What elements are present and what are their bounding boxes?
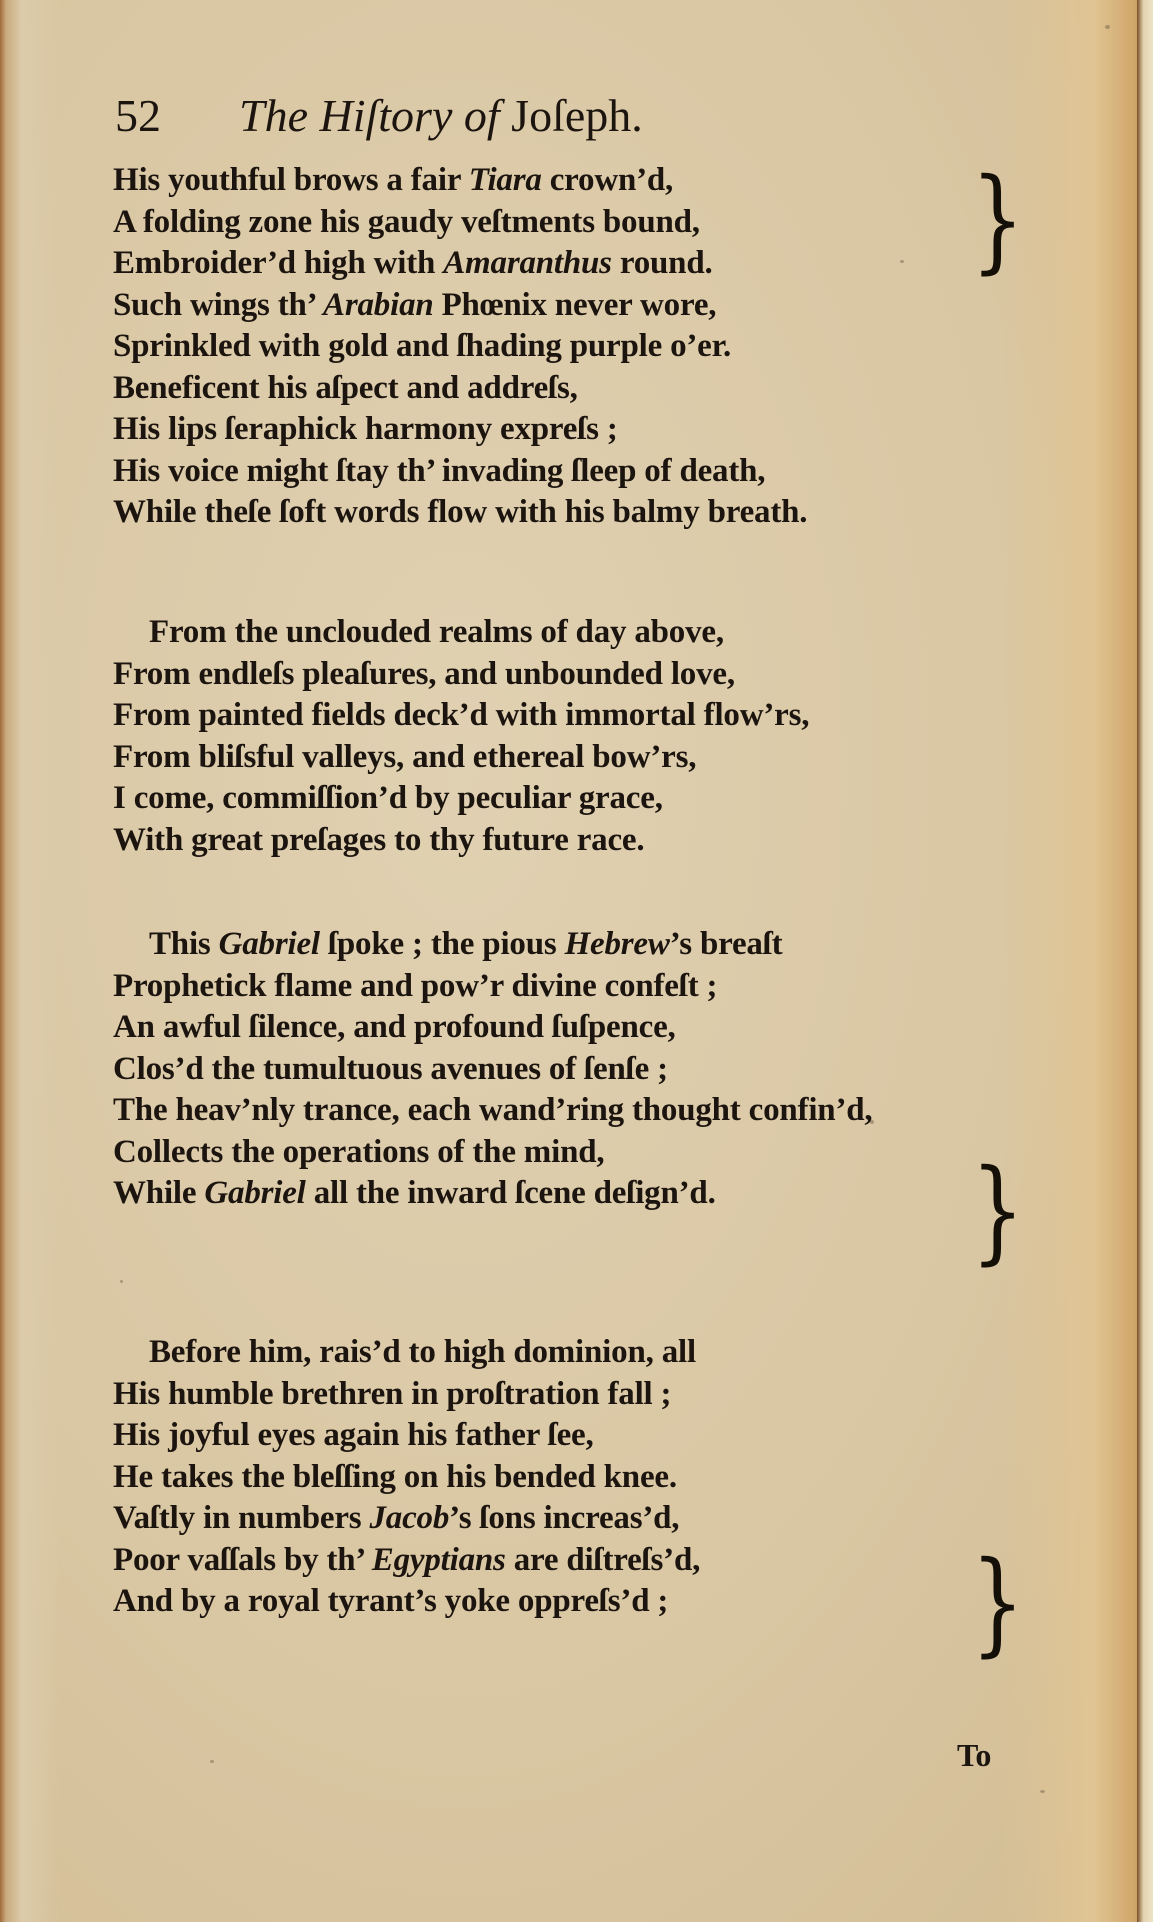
verse-text: From endleſs pleaſures, and unbounded love, [113,655,735,692]
verse-text: Collects the operations of the mind, [113,1133,605,1170]
verse-text: While theſe ſoft words flow with his balmy breath. [113,494,808,530]
verse-text: Before him, rais’d to high dominion, all [149,1334,696,1370]
verse-line [113,1132,933,1174]
stanza-4 [113,1332,933,1623]
verse-text: Vaſtly in numbers [113,1500,370,1536]
verse-text: Embroider’d high with [113,245,444,281]
verse-text: His voice might ſtay th’ invading ſleep of death, [113,452,766,489]
verse-italic-text: Egyptians [371,1541,506,1578]
verse-text: Phœnix never wore, [433,286,717,323]
verse-line [113,1007,933,1049]
verse-italic-text: Tiara [468,162,542,198]
verse-line [113,326,933,368]
paper-speck [210,1760,214,1763]
paper-speck [1105,25,1110,29]
verse-text: His humble brethren in proſtration fall ; [113,1375,672,1412]
verse-line [113,820,933,862]
verse-italic-text: Arabian [323,286,434,323]
paper-speck [1040,1790,1045,1793]
paper-speck [120,1280,123,1283]
verse-text: From bliſsful valleys, and ethereal bow’rs, [113,738,697,775]
verse-line [113,778,933,820]
verse-line [113,243,933,285]
stanza-2 [113,612,933,861]
verse-text: crown’d, [541,162,674,198]
verse-text: This [149,926,219,962]
verse-italic-text: Hebrew [564,926,670,962]
verse-text: From painted fields deck’d with immortal flow’rs, [113,697,810,733]
verse-text: His lips ſeraphick harmony expreſs ; [113,411,618,447]
verse-text: Such wings th’ [113,286,324,323]
verse-line [113,1457,933,1499]
verse-line [113,966,933,1008]
brace-icon: } [970,1538,1025,1668]
verse-italic-text: Gabriel [204,1175,306,1211]
verse-text: The heav’nly trance, each wand’ring thought confin’d, [113,1092,873,1128]
verse-line [113,1090,933,1132]
running-title-roman: Joſeph. [511,90,643,141]
verse-line [113,1415,933,1457]
verse-text: With great preſages to thy future race. [113,821,645,858]
brace-icon: } [970,155,1025,285]
verse-text: A folding zone his gaudy veſtments bound, [113,203,700,240]
verse-text: are diſtreſs’d, [505,1541,701,1578]
verse-line [113,1581,933,1623]
verse-text: ſpoke ; the pious [319,926,565,962]
verse-line [113,285,933,327]
verse-text: round. [611,245,713,281]
verse-line [113,612,933,654]
verse-line [113,160,933,202]
verse-text: He takes the bleſſing on his bended knee. [113,1458,677,1495]
verse-text: Clos’d the tumultuous avenues of ſenſe ; [113,1050,668,1087]
verse-italic-text: Jacob [369,1500,450,1536]
verse-text: Poor vaſſals by th’ [113,1541,372,1578]
verse-line [113,654,933,696]
verse-line [113,1332,933,1374]
verse-line [113,1540,933,1582]
verse-line [113,492,933,534]
verse-italic-text: Amaranthus [443,245,612,281]
verse-text: His youthful brows a fair [113,162,469,198]
verse-text: His joyful eyes again his father ſee, [113,1417,594,1453]
verse-text: An awful ſilence, and profound ſuſpence, [113,1009,676,1045]
stanza-3 [113,924,933,1215]
paper-speck [900,260,904,263]
verse-text: Beneficent his aſpect and addreſs, [113,369,578,406]
verse-text: Prophetick flame and pow’r divine confeſt ; [113,967,718,1004]
running-head [115,86,815,146]
verse-line [113,409,933,451]
verse-text: While [113,1175,205,1211]
verse-line [113,451,933,493]
paper-speck [870,1120,874,1124]
page-number: 52 [115,90,161,141]
verse-text: And by a royal tyrant’s yoke oppreſs’d ; [113,1583,669,1619]
verse-italic-text: Gabriel [218,926,320,962]
verse-text: I come, commiſſion’d by peculiar grace, [113,780,663,816]
verse-line [113,368,933,410]
verse-line [113,1374,933,1416]
verse-line [113,1498,933,1540]
verse-line [113,924,933,966]
verse-text: ’s breaſt [669,926,783,962]
verse-line [113,1173,933,1215]
verse-line [113,695,933,737]
verse-text: ’s ſons increas’d, [449,1500,680,1536]
verse-line [113,737,933,779]
running-title-italic: The Hiſtory of [239,90,500,141]
verse-line [113,1049,933,1091]
verse-text: all the inward ſcene deſign’d. [305,1175,716,1211]
verse-line [113,202,933,244]
verse-text: From the unclouded realms of day above, [149,614,724,650]
stanza-1 [113,160,933,534]
running-title [239,86,643,146]
page-edge [1137,0,1153,1922]
brace-icon: } [970,1146,1025,1276]
verse-text: Sprinkled with gold and ſhading purple o’er. [113,328,732,364]
catchword: To [957,1737,992,1773]
